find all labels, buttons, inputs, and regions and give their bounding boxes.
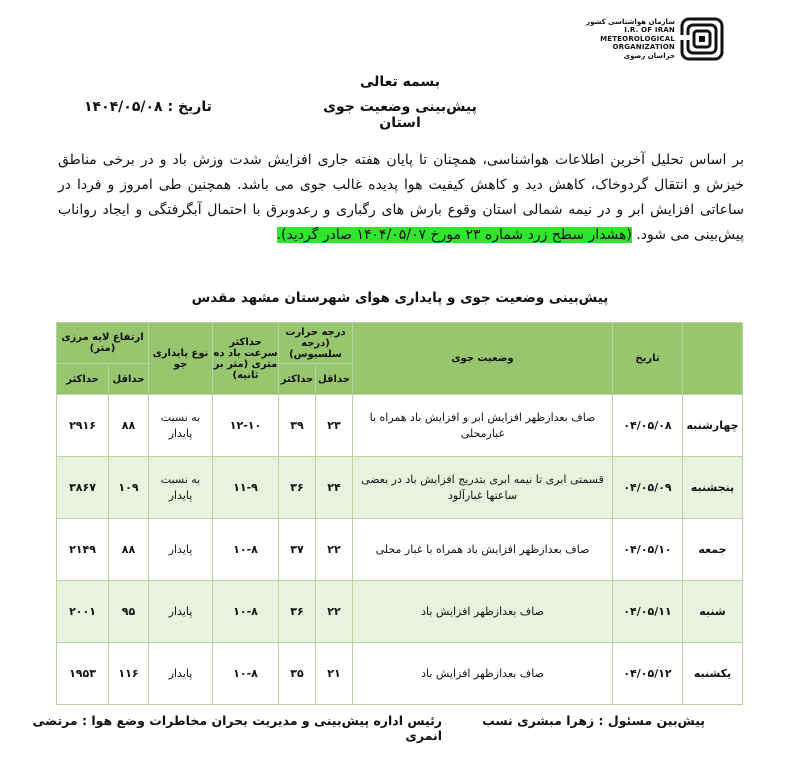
logo-line-meteo: METEOROLOGICAL xyxy=(600,34,675,43)
row-wind: ۱۲-۱۰ xyxy=(213,395,279,457)
table-row xyxy=(57,519,743,581)
warning-highlight: (هشدار سطح زرد شماره ۲۳ مورخ ۱۴۰۴/۰۵/۰۷ صادر گردید). xyxy=(276,227,632,243)
row-height-min: ۸۸ xyxy=(109,395,149,457)
row-date: ۰۴/۰۵/۰۹ xyxy=(613,457,683,519)
row-condition: صاف بعدازظهر افزایش باد xyxy=(353,643,613,705)
header-wind: حداکثر سرعت باد ده متری (متر بر ثانیه) xyxy=(213,323,279,395)
header-temp-max: حداکثر xyxy=(279,364,316,395)
logo-line-province: خراسان رضوی xyxy=(623,51,675,60)
row-date: ۰۴/۰۵/۰۸ xyxy=(613,395,683,457)
row-height-max: ۲۰۰۱ xyxy=(57,581,109,643)
row-temp-min: ۲۴ xyxy=(316,457,353,519)
row-condition: صاف بعدازظهر افزایش باد xyxy=(353,581,613,643)
logo-line-org: ORGANIZATION xyxy=(612,43,675,52)
paragraph-text: بر اساس تحلیل آخرین اطلاعات هواشناسی، همچنان تا پایان هفته جاری افزایش شدت وزش باد و در برخی مناطق خیزش و انتقال گردوخاک، کاهش دید و کاهش کیفیت هوا پدیده غالب جوی می باشد. همچنین طی امروز و فردا در ساعاتی افزایش ابر و در نیمه شمالی استان وقوع بارش های رگباری و رعدوبرق با احتمال آبگرفتگی و ایجاد رواناب پیش‌بینی می شود. xyxy=(58,152,744,243)
forecast-paragraph xyxy=(58,148,744,248)
row-wind: ۱۰-۸ xyxy=(213,519,279,581)
organization-logo xyxy=(524,14,724,64)
department-head-signature: رئیس اداره پیش‌بینی و مدیریت بحران مخاطرات وضع هوا : مرتضی انمری xyxy=(32,713,442,743)
header-temp-min: حداقل xyxy=(316,364,353,395)
row-stability: به نسبت پایدار xyxy=(149,457,213,519)
row-stability: پایدار xyxy=(149,581,213,643)
header-height-min: حداقل xyxy=(109,364,149,395)
table-row xyxy=(57,395,743,457)
row-height-min: ۱۱۶ xyxy=(109,643,149,705)
forecaster-signature: پیش‌بین مسئول : زهرا مبشری نسب xyxy=(482,713,705,728)
row-temp-max: ۳۶ xyxy=(279,581,316,643)
row-height-max: ۱۹۵۳ xyxy=(57,643,109,705)
row-temp-max: ۳۵ xyxy=(279,643,316,705)
report-date: تاریخ : ۱۴۰۴/۰۵/۰۸ xyxy=(84,99,212,115)
row-wind: ۱۰-۸ xyxy=(213,581,279,643)
row-day: یکشنبه xyxy=(683,643,743,705)
row-temp-min: ۲۱ xyxy=(316,643,353,705)
spiral-logo-icon xyxy=(680,17,724,61)
page-title: پیش‌بینی وضعیت جوی استان xyxy=(323,99,477,131)
row-temp-min: ۲۲ xyxy=(316,519,353,581)
row-date: ۰۴/۰۵/۱۲ xyxy=(613,643,683,705)
row-temp-min: ۲۳ xyxy=(316,395,353,457)
row-date: ۰۴/۰۵/۱۰ xyxy=(613,519,683,581)
row-stability: به نسبت پایدار xyxy=(149,395,213,457)
header-height-max: حداکثر xyxy=(57,364,109,395)
row-stability: پایدار xyxy=(149,519,213,581)
header-condition: وضعیت جوی xyxy=(353,323,613,395)
row-date: ۰۴/۰۵/۱۱ xyxy=(613,581,683,643)
row-day: شنبه xyxy=(683,581,743,643)
table-row xyxy=(57,457,743,519)
header-stability: نوع پایداری جو xyxy=(149,323,213,395)
row-height-max: ۳۸۶۷ xyxy=(57,457,109,519)
row-temp-min: ۲۲ xyxy=(316,581,353,643)
row-temp-max: ۳۹ xyxy=(279,395,316,457)
row-wind: ۱۰-۸ xyxy=(213,643,279,705)
row-condition: قسمتی ابری تا نیمه ابری بتدریج افزایش باد در بعضی ساعتها غبارآلود xyxy=(353,457,613,519)
row-temp-max: ۳۶ xyxy=(279,457,316,519)
row-height-min: ۹۵ xyxy=(109,581,149,643)
header-mixing-height: ارتفاع لایه مرزی (متر) xyxy=(57,323,149,364)
table-row xyxy=(57,581,743,643)
row-day: چهارشنبه xyxy=(683,395,743,457)
table-row xyxy=(57,643,743,705)
row-day: پنجشنبه xyxy=(683,457,743,519)
row-stability: پایدار xyxy=(149,643,213,705)
basmala: بسمه تعالی xyxy=(359,74,441,90)
table-title: پیش‌بینی وضعیت جوی و پایداری هوای شهرستان مشهد مقدس xyxy=(191,290,609,306)
header-day xyxy=(683,323,743,395)
logo-line-country: I.R. OF IRAN xyxy=(624,26,675,35)
row-height-max: ۲۱۴۹ xyxy=(57,519,109,581)
logo-line-fa: سازمان هواشناسی کشور xyxy=(586,17,675,26)
row-temp-max: ۳۷ xyxy=(279,519,316,581)
header-temperature: درجه حرارت (درجه سلسیوس) xyxy=(279,323,353,364)
row-condition: صاف بعدازظهر افزایش ابر و افزایش باد همراه با غبارمحلی xyxy=(353,395,613,457)
row-height-min: ۸۸ xyxy=(109,519,149,581)
forecast-table xyxy=(56,322,743,705)
row-condition: صاف بعدازظهر افزایش باد همراه با غبار محلی xyxy=(353,519,613,581)
row-height-min: ۱۰۹ xyxy=(109,457,149,519)
header-date: تاریخ xyxy=(613,323,683,395)
row-height-max: ۲۹۱۶ xyxy=(57,395,109,457)
row-wind: ۱۱-۹ xyxy=(213,457,279,519)
logo-text xyxy=(586,18,675,61)
row-day: جمعه xyxy=(683,519,743,581)
